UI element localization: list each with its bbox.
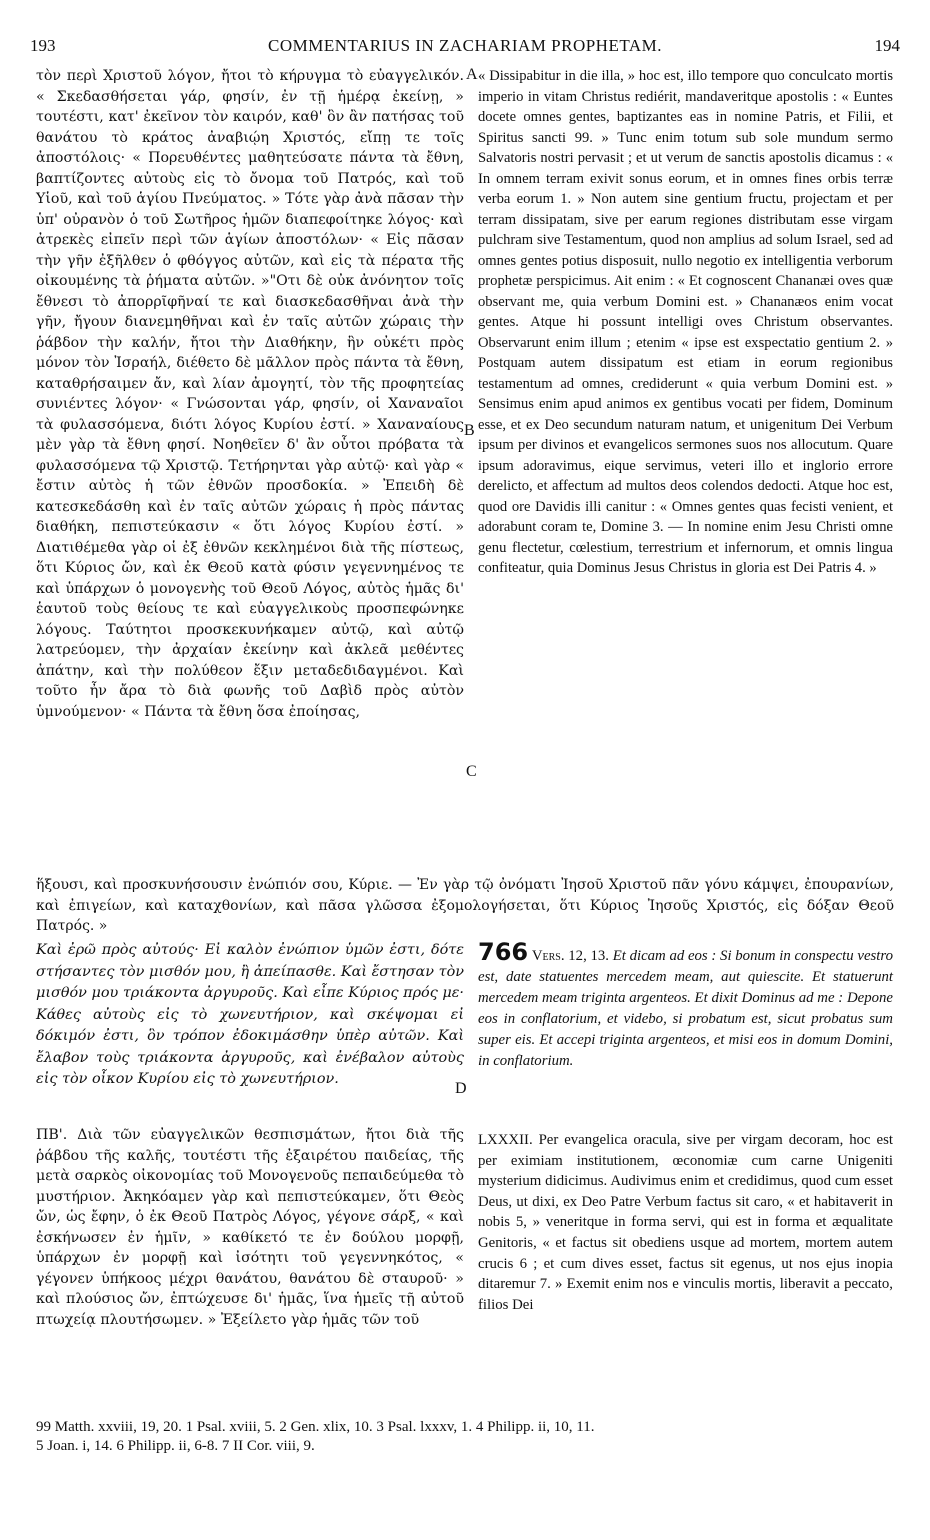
latin-verse-text: Et dicam ad eos : Si bonum in conspectu vestro est, date statuentes mercedem meam, aut quiescite. Et statuerunt mercedem meam triginta argenteos. Et dixit Dominus ad me : Depone eos in conflatorium, et videbo, si probatum est, sicut probatus sum super eis. Et accepi triginta argenteos, et misi eos in domum Domini, in conflatorium. — [478, 948, 893, 1069]
latin-column-text: « Dissipabitur in die illa, » hoc est, illo tempore quo conculcato mortis imperio in vitam Christus rediérit, mandaveritque apostolis : « Euntes docete omnes gentes, baptizantes eas in nomine Patris, et Filii, et Spiritus sancti 99. » Tunc enim totum sub sole mundum sermo Salvatoris nostri pervasit ; et ut verum de sanctis apostolis dicamus : « In omnem terram exivit sonus eorum, et in omnes fines orbis terræ verba eorum 1. » Non autem sine gentium fructu, projectam et per terram dissipatam, sive per earum regiones distributam esse virgam pulchram sive Testamentum, quod non amplius ad solum Israel, sed ad omnes gentes potius disposuit, nullo negotio ex intelligentia verborum prophetæ perspicimus. Ait enim : « Et cognoscent Chananæi oves quæ observant me, quia verbum Domini est. » Chananæos enim vocat gentes. Atque hi possunt intelligi oves Christum observantes. Observarunt enim illum ; etenim « ipse est exspectatio gentium 2. » Postquam autem dissipatum est etiam in eorum regionibus testamentum ad omnes, crediderunt « quia verbum Domini est. » Sensimus enim apud animos ex gentibus vocati per fidem, Dominum esse, et ex Deo secundum naturam natum, et unigenitum Dei Verbum ipsum per divinos et evangelicos sermones suos nos allocutum. Quare ipsum adoravimus, eique servimus, veteri illo et inglorio errore derelicto, et affectum ad multos deos colendos dedocti. Atque hoc est, quod ore Davidis illi canitur : « Omnes gentes quas fecisti venient, et adorabunt coram te, Domine 3. — In nomine enim Jesu Christi omne genu flectetur, cœlestium, terrestrium et infernorum, et omnis lingua confiteatur, quia Dominus Jesus Christus in gloria est Dei Patris 4. » — [478, 68, 893, 576]
latin-verse-lemma — [478, 938, 893, 1072]
page-number-right: 194 — [874, 36, 900, 55]
footnote-line: 99 Matth. xxviii, 19, 20. 1 Psal. xviii, 5. 2 Gen. xlix, 10. 3 Psal. lxxxv, 1. 4 Philipp. ii, 10, 11. — [36, 1419, 595, 1435]
latin-paragraph-text: LXXXII. Per evangelica oracula, sive per virgam decoram, hoc est per eximiam institutionem, œconomiæ cum carne Unigeniti mysterium didicimus. Audivimus enim et credidimus, quod cum esset Deus, ut dixi, ex Deo Patre Verbum factus sit caro, « et habitaverit in nobis 5, » veneritque in forma servi, qui est in forma et æqualitate Genitoris, « et factus sit obediens usque ad mortem, mortem autem crucis 6 ; et cum dives esset, factus sit egenus, ut nos ejus inopia ditaremur 7. » Exemit enim nos e vinculis mortis, liberavit a peccato, filios Dei — [478, 1132, 893, 1313]
footnote-line: 5 Joan. i, 14. 6 Philipp. ii, 6-8. 7 II Cor. viii, 9. — [36, 1438, 315, 1454]
running-header — [30, 36, 900, 56]
column-number: 766 — [478, 938, 529, 966]
running-title: COMMENTARIUS IN ZACHARIAM PROPHETAM. — [267, 36, 663, 55]
footnotes — [36, 1418, 894, 1456]
margin-marker-d: D — [455, 1080, 467, 1097]
greek-continuation-text: ἥξουσι, καὶ προσκυνήσουσιν ἐνώπιόν σου, Κύριε. — Ἐν γὰρ τῷ ὀνόματι Ἰησοῦ Χριστοῦ πᾶν γόνυ κάμψει, ἐπουρανίων, καὶ ἐπιγείων, καὶ καταχθονίων, καὶ πᾶσα γλῶσσα ἐξομολογήσεται, ὅτι Κύριος Ἰησοῦς Χριστός, εἰς δόξαν Θεοῦ Πατρός. » — [36, 877, 894, 934]
page-number-left: 193 — [30, 36, 56, 55]
margin-marker-c: C — [466, 763, 477, 780]
verse-label: Vers. 12, 13. — [531, 948, 609, 964]
greek-verse-lemma: Καὶ ἐρῶ πρὸς αὐτούς· Εἰ καλὸν ἐνώπιον ὑμῶν ἐστι, δότε στήσαντες τὸν μισθόν μου, ἢ ἀπείπασθε. Καὶ ἔστησαν τὸν μισθόν μου τριάκοντα ἀργυροῦς. Καὶ εἶπε Κύριος πρός με· Κάθες αὐτοὺς εἰς τὸ χωνευτήριον, καὶ σκέψομαι εἰ δόκιμόν ἐστι, ὃν τρόπον ἐδοκιμάσθην ὑπὲρ αὐτῶν. Καὶ ἔλαβον τοὺς τριάκοντα ἀργυροῦς, καὶ ἐνέβαλον αὐτοὺς εἰς τὸν οἶκον Κυρίου εἰς τὸ χωνευτήριον. — [36, 942, 464, 1087]
greek-paragraph-text: ΠΒ'. Διὰ τῶν εὐαγγελικῶν θεσπισμάτων, ἤτοι διὰ τῆς ῥάβδου τῆς καλῆς, τουτέστι τῆς ἐξαιρέτου παιδείας, τῆς μετὰ σαρκὸς οἰκονομίας τοῦ Μονογενοῦς πεπαιδεύμεθα τὸ μυστήριον. Ἀκηκόαμεν γὰρ καὶ πεπιστεύκαμεν, ὅτι Θεὸς ὤν, ὡς ἔφην, ὁ ἐκ Θεοῦ Πατρὸς Λόγος, γέγονε σάρξ, « καὶ ἐσκήνωσεν ἐν ἡμῖν, » καθίκετό τε ἐν δούλου μορφῇ, ὑπάρχων ἐν μορφῇ καὶ ἰσότητι τοῦ γεγεννηκότος, « γέγονεν ὑπήκοος μέχρι θανάτου, θανάτου δὲ σταυροῦ· » καὶ πλούσιος ὤν, ἐπτώχευσε δι' ἡμᾶς, ἵνα ἡμεῖς τῇ αὐτοῦ πτωχείᾳ πλουτήσωμεν. » Ἐξείλετο γὰρ ἡμᾶς τῶν τοῦ — [36, 1127, 464, 1328]
margin-marker-b: B — [464, 422, 475, 439]
greek-column-text: τὸν περὶ Χριστοῦ λόγον, ἤτοι τὸ κήρυγμα τὸ εὐαγγελικόν. « Σκεδασθήσεται γάρ, φησίν, ἐν τῇ ἡμέρᾳ ἐκείνῃ, » τουτέστι, κατ' ἐκεῖνον τὸν καιρόν, καθ' ὃν ἂν πατήσας τοῦ θανάτου τὸ κράτος ἀναβιῴη Χριστός, εἴπῃ τε τοῖς ἀποστόλοις· « Πορευθέντες μαθητεύσατε πάντα τὰ ἔθνη, βαπτίζοντες αὐτοὺς εἰς τὸ ὄνομα τοῦ Πατρός, καὶ τοῦ Υἱοῦ, καὶ τοῦ ἁγίου Πνεύματος. » Τότε γὰρ ἀνὰ πᾶσαν τὴν ὑπ' οὐρανὸν ὁ τοῦ Σωτῆρος ἡμῶν διαπεφοίτηκε λόγος· καὶ ἀτρεκὲς εἰπεῖν περὶ τῶν ἁγίων ἀποστόλων· « Εἰς πᾶσαν τὴν γῆν ἐξῆλθεν ὁ φθόγγος αὐτῶν, καὶ εἰς τὰ πέρατα τῆς οἰκουμένης τὰ ῥήματα αὐτῶν. »"Οτι δὲ οὐκ ἀνόνητον τοῖς ἔθνεσι τὸ ἀπορρῖφῆναί τε καὶ διασκεδασθῆναι ἀνὰ τὴν γῆν, ἤγουν διανεμηθῆναι καὶ ἐν ταῖς αὐτῶν χώραις τὴν ῥάβδον τὴν καλήν, ἤτοι τὴν Διαθήκην, ἣν οὐκέτι πρὸς μόνον τὸν Ἰσραήλ, διέθετο δὲ μᾶλλον πρὸς πάντα τὰ ἔθνη, καταθρήσαιμεν ἄν, καὶ λίαν ἀμογητί, τὸν τῆς προφητείας συνιέντες λόγον· « Γνώσονται γάρ, φησίν, οἱ Χαναναῖοι τὰ φυλασσόμενα, διότι λόγος Κυρίου ἐστί. » Χαναναίους μὲν γὰρ τὰ ἔθνη φησί. Νοηθεῖεν δ' ἂν οὗτοι πρόβατα τὰ φυλασσόμενα τῷ Χριστῷ. Τετήρηνται γὰρ αὐτῷ· καὶ γὰρ « ἔστιν αὐτὸς ἡ τῶν ἐθνῶν προσδοκία. » Ἐπειδὴ δὲ κατεσκεδάσθη καὶ ἐν ταῖς αὐτῶν χώραις ἡ πρὸς πάντας διαθήκη, πεπιστεύκασιν « ὅτι λόγος Κυρίου ἐστί. » Διατιθέμεθα γὰρ οἱ ἐξ ἐθνῶν κεκλημένοι διὰ τῆς πίστεως, ὅτι Κύριος ὤν, καὶ ἐκ Θεοῦ κατὰ φύσιν γεγεννημένος τε καὶ ὑπάρχων ὁ μονογενὴς τοῦ Θεοῦ Λόγος, αὐτὸς ἡμᾶς δι' ἑαυτοῦ τοὺς θείους τε καὶ εὐαγγελικοὺς προσπεφώνηκε λόγους. Ταύτητοι προσκεκυνήκαμεν αὐτῷ, καὶ αὐτῷ λατρεύομεν, τὴν ἀρχαίαν ἐκείνην καὶ ἀκλεᾶ μεθέντες ἀπάτην, καὶ τὴν πολύθεον ἔξιν μεταδεδιδαγμένοι. Καὶ τοῦτο ἦν ἄρα τὸ διὰ φωνῆς τοῦ Δαβὶδ πρὸς αὐτὸν ὑμνούμενον· « Πάντα τὰ ἔθνη ὅσα ἐποίησας, — [36, 68, 464, 720]
margin-marker-a: A — [466, 66, 478, 83]
